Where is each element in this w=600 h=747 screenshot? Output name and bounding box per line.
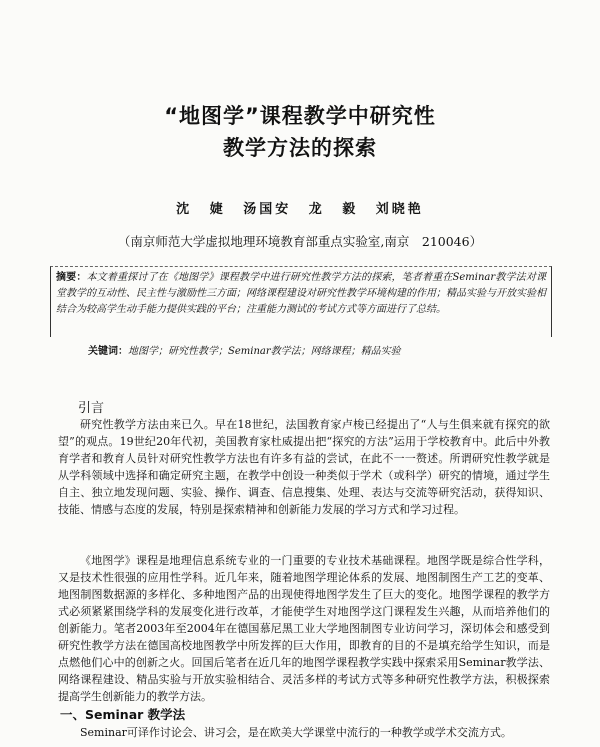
abstract-text: 本文着重探讨了在《地图学》课程教学中进行研究性教学方法的探索，笔者着重在Seminar教学法对课堂教学的互动性、民主性与激励性三方面；网络课程建设对研究性教学环境构建的作用；精品实验与开放实验相结合为较高学生动手能力提供实践的平台；注重能力测试的考试方式等方面进行了总结。 bbox=[56, 272, 547, 315]
title-line-1: “地图学”课程教学中研究性 bbox=[164, 104, 436, 128]
affiliation: （南京师范大学虚拟地理环境教育部重点实验室,南京 210046） bbox=[117, 234, 483, 249]
keywords-text: 地图学；研究性教学；Seminar教学法；网络课程；精品实验 bbox=[128, 346, 401, 357]
keywords-label: 关键词： bbox=[88, 346, 128, 357]
title-line-2: 教学方法的探索 bbox=[223, 136, 377, 160]
paragraph-1: 研究性教学方法由来已久。早在18世纪，法国教育家卢梭已经提出了“人与生俱来就有探究的欲望”的观点。19世纪20年代初，美国教育家杜威提出把“探究的方法”运用于学校教育中。此后中外教育学者和教育人员针对研究性教学方法也有许多有益的尝试，在此不一一赘述。所谓研究性教学就是从学科领域中选择和确定研究主题，在教学中创设一种类似于学术（或科学）研究的情境，通过学生自主、独立地发现问题、实验、操作、调查、信息搜集、处理、表达与交流等研究活动，获得知识、技能、情感与态度的发展，特别是探索精神和创新能力发展的学习方式和学习过程。 bbox=[58, 418, 550, 516]
abstract bbox=[56, 270, 546, 318]
section-1-heading: 一、Seminar 教学法 bbox=[60, 707, 186, 722]
authors: 沈 婕 汤国安 龙 毅 刘晓艳 bbox=[176, 202, 424, 217]
paragraph-2: 《地图学》课程是地理信息系统专业的一门重要的专业技术基础课程。地图学既是综合性学科，又是技术性很强的应用性学科。近几年来，随着地图学理论体系的发展、地图制图生产工艺的变革、地图制图数据源的多样化、多种地图产品的出现使得地图学发生了巨大的变化。地图学课程的教学方式必须紧紧围绕学科的发展变化进行改革，才能使学生对地图学这门课程发生兴趣，从而培养他们的创新能力。笔者2003年至2004年在德国慕尼黑工业大学地图制图专业访问学习，深切体会和感受到研究性教学方法在德国高校地图教学中所发挥的巨大作用，即教育的目的不是填充给学生知识，而是点燃他们心中的创新之火。回国后笔者在近几年的地图学课程教学实践中探索采用Seminar教学法、网络课程建设、精品实验与开放实验相结合、灵活多样的考试方式等多种研究性教学方法，积极探索提高学生创新能力的教学方法。 bbox=[58, 554, 550, 703]
intro-heading: 引言 bbox=[78, 401, 105, 416]
keywords bbox=[88, 342, 558, 357]
abstract-label: 摘要： bbox=[56, 272, 87, 283]
paragraph-3: Seminar可译作讨论会、讲习会，是在欧美大学课堂中流行的一种教学或学术交流方式。 bbox=[80, 726, 512, 739]
